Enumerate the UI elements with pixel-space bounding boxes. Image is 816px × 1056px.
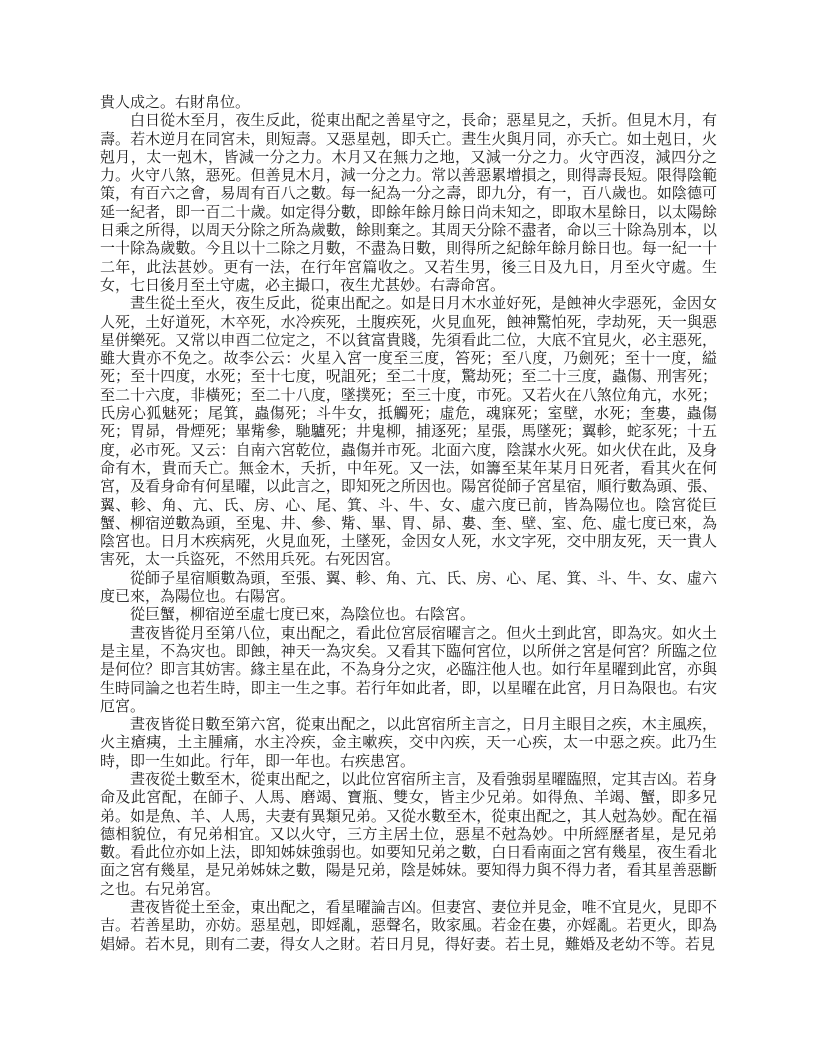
- paragraph: 貴人成之。右財帛位。: [100, 93, 251, 111]
- paragraph: 從師子星宿順數為頭，至張、翼、軫、角、亢、氏、房、心、尾、箕、斗、牛、女、虛六度已來，為陽位也。右陽宮。: [100, 568, 717, 606]
- paragraph: 晝生從土至火，夜生反此，從東出配之。如是日月木水並好死，是蝕神火孛惡死，金因女人死，土好道死，木卒死，水冷疾死，土腹疾死，火見血死，蝕神驚怕死，孛劫死，天一與惡星併樂死。又常以申酉二位定之，不以貧富貴賤，先須看此二位，大底不宜見火，必主惡死，雖大貴亦不免之。故李公云：火星入宮一度至三度，笞死；至八度，乃劍死；至十一度，縊死；至十四度，水死；至十七度，呪詛死；至二十度，驚劫死；至二十三度，蟲傷、刑害死；至二十六度，非橫死；至二十八度，墜撲死；至三十度，市死。又若火在八煞位角亢，水死；氏房心狐魅死；尾箕，蟲傷死；斗牛女，抵觸死；虛危，魂寐死；室壁，水死；奎婁，蟲傷死；胃昴，骨煙死；畢觜參，馳驢死；井鬼柳，捕逐死；星張，馬墜死；翼軫，蛇豕死；十五度，必市死。又云：自南六宮乾位，蟲傷并市死。北面六度，陰謀水火死。如火伏在此，及身命有木，貴而夭亡。無金木，夭折，中年死。又一法，如籌至某年某月日死者，看其火在何宮，及看身命有何星曜，以此言之，即知死之所因也。陽宮從師子宮星宿，順行數為頭、張、翼、軫、角、亢、氏、房、心、尾、箕、斗、牛、女、虛六度已前，皆為陽位也。陰宮從巨蟹、柳宿逆數為頭，至鬼、井、參、觜、畢、胃、昴、婁、奎、壁、室、危、虛七度已來，為陰宮也。日月木疾病死，火見血死，土墜死，金因女人死，水文字死，交中朋友死，天一貴人害死，太一兵盜死，不然用兵死。右死因宮。: [100, 294, 717, 569]
- paragraph: 從巨蟹，柳宿逆至虛七度已來，為陰位也。右陰宮。: [130, 605, 476, 624]
- paragraph: 晝夜皆從土至金，東出配之，看星曜論吉凶。但妻宮、妻位并見金，唯不宜見火，見即不吉。若善星助，亦妨。惡星剋，即婬亂，惡聲名，敗家風。若金在婁，亦婬亂。若更火，即為娼婦。若木見，則有二妻，得女人之財。若日月見，得好妻。若土見，難婚及老幼不等。若見: [100, 898, 717, 953]
- paragraph: 晝夜從土數至木，從東出配之，以此位宮宿所主言，及看強弱星曜臨照，定其吉凶。若身命及此宮配，在師子、人馬、磨竭、寶瓶、雙女，皆主少兄弟。如得魚、羊竭、蟹，即多兄弟。如是魚、羊、人馬，夫妻有異類兄弟。又從水數至木，從東出配之，其人尅為妙。配在福德相貌位，有兄弟相宜。又以火守，三方主居土位，惡星不尅為妙。中所經歷者星，是兄弟數。看此位亦如上法，即知姊妹強弱也。如要知兄弟之數，白日看南面之宮有幾星，夜生看北面之宮有幾星，是兄弟姊妹之數，陽是兄弟，陰是姊妹。要知得力與不得力者，看其星善惡斷之也。右兄弟宮。: [100, 769, 717, 898]
- paragraph: 白日從木至月，夜生反此，從東出配之善星守之，長命；惡星見之，夭折。但見木月，有壽。若木逆月在同宮未，則短壽。又惡星剋，即夭亡。晝生火與月同，亦夭亡。如土剋日，火剋月，太一剋木，皆減一分之力。木月又在無力之地，又減一分之力。火守西沒，減四分之力。火守八煞，惡死。但善見木月，減一分之力。常以善惡累增損之，則得壽長短。限得陰範策，有百六之會，易周有百八之數。每一紀為一分之壽，即九分，有一，百八歲也。如陰德可延一紀者，即一百二十歲。如定得分數，即餘年餘月餘日尚未知之，即取木星餘日，以太陽餘日乘之所得，以周天分除之所為歲數，餘則棄之。其周天分除不盡者，命以三十除為別本，以一十除為歲數。今且以十二除之月數，不盡為日數，則得所之紀餘年餘月餘日也。每一紀一十二年，此法甚妙。更有一法，在行年宮篇收之。又若生男，後三日及九日，月至火守處。生女，七日後月至土守處，必主撮口，夜生尤甚妙。右壽命宮。: [100, 111, 717, 294]
- paragraph: 晝夜皆從日數至第六宮，從東出配之，以此宮宿所主言之，日月主眼目之疾，木主風疾，火主瘡痍，土主腫痛，水主冷疾，金主嗽疾，交中內疾，天一心疾，太一中惡之疾。此乃生時，即一生如此。行年，即一年也。右疾患宮。: [100, 715, 717, 770]
- paragraph: 晝夜皆從月至第八位，東出配之，看此位宮辰宿曜言之。但火土到此宮，即為灾。如火土是主星，不為灾也。即蝕，神天一為灾矣。又看其下臨何宮位，以所併之宮是何宮？所臨之位是何位？即言其妨害。緣主星在此，不為身分之灾，必臨注他人也。如行年星曜到此宮，亦與生時同論之也若生時，即主一生之事。若行年如此者，即，以星曜在此宮，月日為限也。右灾厄宮。: [100, 623, 717, 715]
- document-body: [100, 93, 717, 953]
